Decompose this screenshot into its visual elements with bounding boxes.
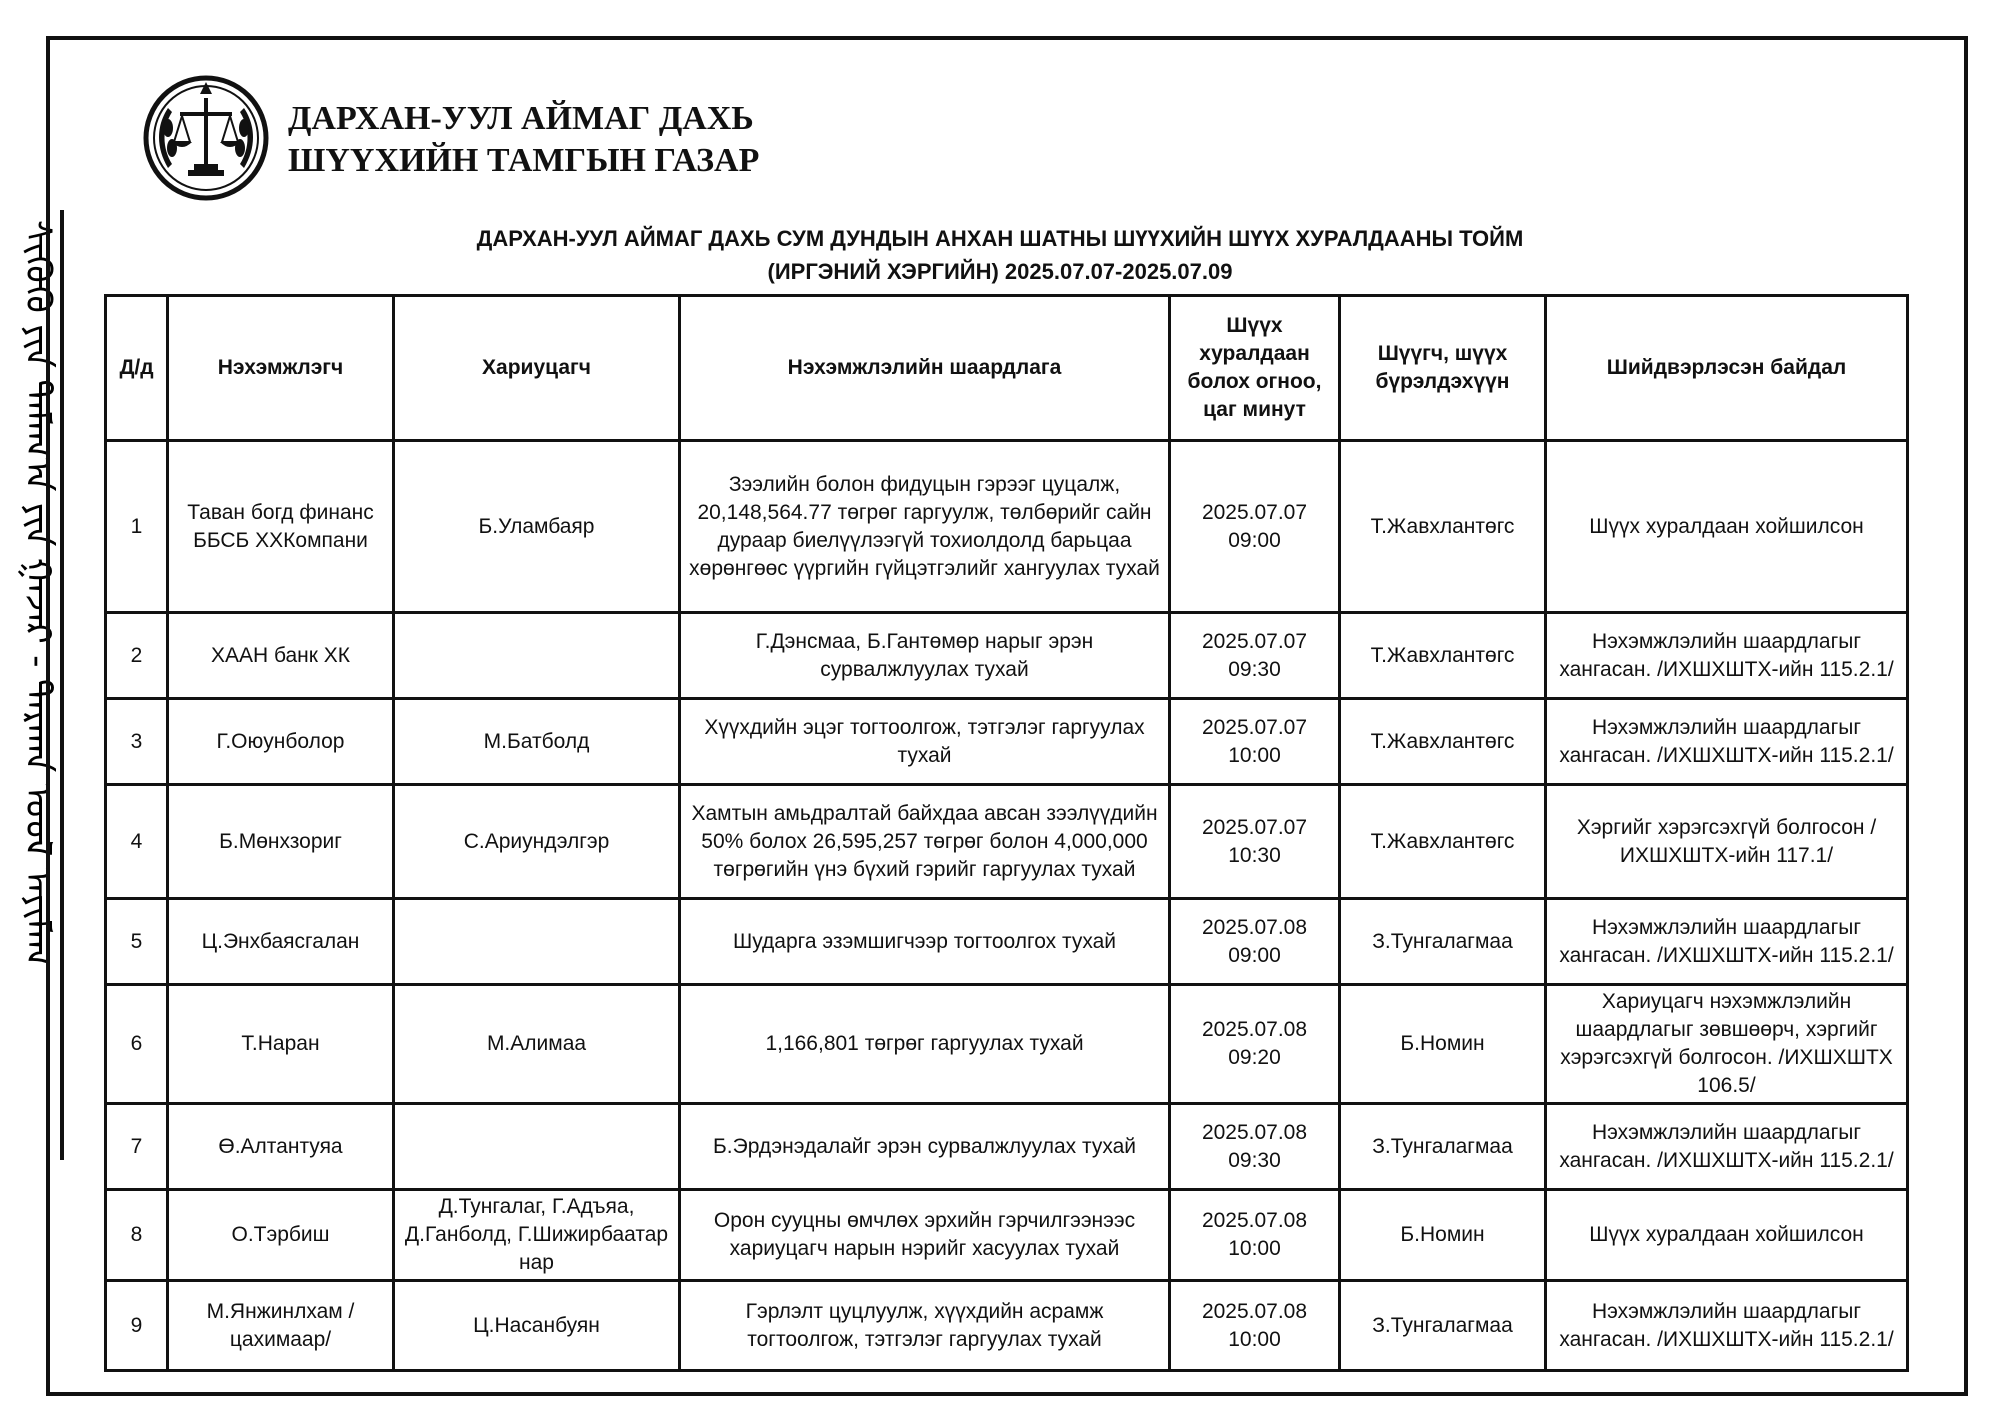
cell-datetime bbox=[1170, 1104, 1340, 1190]
table-row bbox=[106, 1190, 1908, 1281]
table-row bbox=[106, 699, 1908, 785]
table-row bbox=[106, 785, 1908, 899]
cell-datetime bbox=[1170, 785, 1340, 899]
table-header-row bbox=[106, 296, 1908, 441]
table-row bbox=[106, 613, 1908, 699]
cell-datetime bbox=[1170, 699, 1340, 785]
cell-decision: Хариуцагч нэхэмжлэлийн шаардлагыг зөвшөөрч, хэргийг хэрэгсэхгүй болгосон. /ИХШХШТХ 106.5/ bbox=[1546, 985, 1908, 1104]
cell-num: 1 bbox=[106, 441, 168, 613]
cell-defendant: С.Ариундэлгэр bbox=[394, 785, 680, 899]
cell-plaintiff: ХААН банк ХК bbox=[168, 613, 394, 699]
cell-judge: Б.Номин bbox=[1340, 1190, 1546, 1281]
cell-plaintiff: Ө.Алтантуяа bbox=[168, 1104, 394, 1190]
cell-defendant bbox=[394, 1104, 680, 1190]
cell-claim: Гэрлэлт цуцлуулж, хүүхдийн асрамж тогтоолгож, тэтгэлэг гаргуулах тухай bbox=[680, 1281, 1170, 1371]
header-claim: Нэхэмжлэлийн шаардлага bbox=[680, 296, 1170, 441]
court-emblem-icon bbox=[138, 68, 274, 204]
cell-plaintiff: М.Янжинлхам /цахимаар/ bbox=[168, 1281, 394, 1371]
cell-plaintiff: Т.Наран bbox=[168, 985, 394, 1104]
hearing-time: 10:30 bbox=[1228, 843, 1281, 867]
hearing-date: 2025.07.07 bbox=[1201, 500, 1308, 524]
header-judge: Шүүгч, шүүх бүрэлдэхүүн bbox=[1340, 296, 1546, 441]
cell-num: 4 bbox=[106, 785, 168, 899]
cell-decision: Нэхэмжлэлийн шаардлагыг хангасан. /ИХШХШТХ-ийн 115.2.1/ bbox=[1546, 613, 1908, 699]
cell-num: 8 bbox=[106, 1190, 168, 1281]
court-office-name bbox=[288, 98, 759, 182]
hearing-time: 09:20 bbox=[1228, 1046, 1281, 1069]
cell-claim: Хамтын амьдралтай байхдаа авсан зээлүүдийн 50% болох 26,595,257 төгрөг болон 4,000,000 төгрөгийн үнэ бүхий гэрийг гаргуулах тухай bbox=[680, 785, 1170, 899]
cell-datetime bbox=[1170, 613, 1340, 699]
org-name-line-2: ШҮҮХИЙН ТАМГЫН ГАЗАР bbox=[288, 142, 760, 179]
hearing-date: 2025.07.07 bbox=[1201, 629, 1308, 653]
cell-datetime bbox=[1170, 1281, 1340, 1371]
hearing-time: 10:00 bbox=[1228, 1327, 1281, 1351]
cell-decision: Нэхэмжлэлийн шаардлагыг хангасан. /ИХШХШТХ-ийн 115.2.1/ bbox=[1546, 699, 1908, 785]
cell-plaintiff: О.Тэрбиш bbox=[168, 1190, 394, 1281]
cell-judge: З.Тунгалагмаа bbox=[1340, 1104, 1546, 1190]
cell-datetime bbox=[1170, 441, 1340, 613]
hearing-date: 2025.07.08 bbox=[1201, 1299, 1308, 1323]
cell-claim: Зээлийн болон фидуцын гэрээг цуцалж, 20,148,564.77 төгрөг гаргуулж, төлбөрийг сайн дураар биелүүлээгүй тохиолдолд барьцаа хөрөнгөөс үүргийн гүйцэтгэлийг хангуулах тухай bbox=[680, 441, 1170, 613]
cell-judge: Т.Жавхлантөгс bbox=[1340, 785, 1546, 899]
cell-defendant: Ц.Насанбуян bbox=[394, 1281, 680, 1371]
cell-decision: Шүүх хуралдаан хойшилсон bbox=[1546, 1190, 1908, 1281]
cell-plaintiff: Г.Оюунболор bbox=[168, 699, 394, 785]
table-row bbox=[106, 1104, 1908, 1190]
hearing-schedule-table bbox=[104, 294, 1909, 1372]
cell-judge: З.Тунгалагмаа bbox=[1340, 1281, 1546, 1371]
cell-claim: Г.Дэнсмаа, Б.Гантөмөр нарыг эрэн сурвалжлуулах тухай bbox=[680, 613, 1170, 699]
cell-datetime bbox=[1170, 899, 1340, 985]
cell-num: 3 bbox=[106, 699, 168, 785]
cell-defendant: М.Алимаа bbox=[394, 985, 680, 1104]
cell-judge: З.Тунгалагмаа bbox=[1340, 899, 1546, 985]
cell-num: 9 bbox=[106, 1281, 168, 1371]
document-title bbox=[110, 222, 1890, 288]
cell-plaintiff: Ц.Энхбаясгалан bbox=[168, 899, 394, 985]
cell-decision: Нэхэмжлэлийн шаардлагыг хангасан. /ИХШХШТХ-ийн 115.2.1/ bbox=[1546, 1281, 1908, 1371]
table-row bbox=[106, 985, 1908, 1104]
hearing-date: 2025.07.08 bbox=[1201, 915, 1308, 939]
side-mongol-script-text: ᠰᠢᠭᠦᠬᠦ ᠶᠢᠨ ᠲᠠᠮᠠᠭ᠎ᠠ ᠶᠢᠨ ᠭᠠᠵᠠᠷ - ᠳᠠᠷᠬᠠᠨ ᠤᠤᠯ ᠠᠶᠢᠮᠠᠭ bbox=[17, 220, 58, 967]
hearing-time: 10:00 bbox=[1228, 743, 1281, 767]
table-row bbox=[106, 1281, 1908, 1371]
hearing-date: 2025.07.07 bbox=[1201, 715, 1308, 739]
cell-decision: Хэргийг хэрэгсэхгүй болгосон /ИХШХШТХ-ийн 117.1/ bbox=[1546, 785, 1908, 899]
document-title-line-1: ДАРХАН-УУЛ АЙМАГ ДАХЬ СУМ ДУНДЫН АНХАН ШАТНЫ ШҮҮХИЙН ШҮҮХ ХУРАЛДААНЫ ТОЙМ bbox=[476, 226, 1524, 251]
cell-claim: Хүүхдийн эцэг тогтоолгож, тэтгэлэг гаргуулах тухай bbox=[680, 699, 1170, 785]
hearing-time: 10:00 bbox=[1228, 1237, 1281, 1260]
cell-decision: Шүүх хуралдаан хойшилсон bbox=[1546, 441, 1908, 613]
cell-plaintiff: Б.Мөнхзориг bbox=[168, 785, 394, 899]
cell-claim: Шударга эзэмшигчээр тогтоолгох тухай bbox=[680, 899, 1170, 985]
cell-claim: 1,166,801 төгрөг гаргуулах тухай bbox=[680, 985, 1170, 1104]
header-decision: Шийдвэрлэсэн байдал bbox=[1546, 296, 1908, 441]
cell-defendant: Б.Уламбаяр bbox=[394, 441, 680, 613]
table-row bbox=[106, 899, 1908, 985]
hearing-time: 09:00 bbox=[1228, 528, 1281, 552]
cell-num: 6 bbox=[106, 985, 168, 1104]
hearing-time: 09:00 bbox=[1228, 943, 1281, 967]
cell-datetime bbox=[1170, 985, 1340, 1104]
hearing-time: 09:30 bbox=[1228, 1148, 1281, 1172]
cell-defendant bbox=[394, 613, 680, 699]
cell-defendant: М.Батболд bbox=[394, 699, 680, 785]
cell-judge: Т.Жавхлантөгс bbox=[1340, 699, 1546, 785]
cell-decision: Нэхэмжлэлийн шаардлагыг хангасан. /ИХШХШТХ-ийн 115.2.1/ bbox=[1546, 1104, 1908, 1190]
cell-claim: Б.Эрдэнэдалайг эрэн сурвалжлуулах тухай bbox=[680, 1104, 1170, 1190]
cell-defendant: Д.Тунгалаг, Г.Адъяа, Д.Ганболд, Г.Шижирбаатар нар bbox=[394, 1190, 680, 1281]
cell-defendant bbox=[394, 899, 680, 985]
hearing-date: 2025.07.08 bbox=[1201, 1018, 1308, 1041]
header-defendant: Хариуцагч bbox=[394, 296, 680, 441]
hearing-time: 09:30 bbox=[1228, 657, 1281, 681]
cell-num: 7 bbox=[106, 1104, 168, 1190]
cell-judge: Т.Жавхлантөгс bbox=[1340, 613, 1546, 699]
org-name-line-1: ДАРХАН-УУЛ АЙМАГ ДАХЬ bbox=[288, 100, 754, 137]
header-num: Д/д bbox=[106, 296, 168, 441]
cell-judge: Б.Номин bbox=[1340, 985, 1546, 1104]
hearing-date: 2025.07.07 bbox=[1201, 815, 1308, 839]
cell-num: 2 bbox=[106, 613, 168, 699]
document-title-line-2: (ИРГЭНИЙ ХЭРГИЙН) 2025.07.07-2025.07.09 bbox=[767, 259, 1233, 284]
cell-judge: Т.Жавхлантөгс bbox=[1340, 441, 1546, 613]
header-plaintiff: Нэхэмжлэгч bbox=[168, 296, 394, 441]
cell-plaintiff: Таван богд финанс ББСБ ХХКомпани bbox=[168, 441, 394, 613]
hearing-date: 2025.07.08 bbox=[1201, 1120, 1308, 1144]
cell-decision: Нэхэмжлэлийн шаардлагыг хангасан. /ИХШХШТХ-ийн 115.2.1/ bbox=[1546, 899, 1908, 985]
cell-datetime bbox=[1170, 1190, 1340, 1281]
cell-claim: Орон сууцны өмчлөх эрхийн гэрчилгээнээс хариуцагч нарын нэрийг хасуулах тухай bbox=[680, 1190, 1170, 1281]
header-datetime: Шүүх хуралдаан болох огноо, цаг минут bbox=[1170, 296, 1340, 441]
table-row bbox=[106, 441, 1908, 613]
cell-num: 5 bbox=[106, 899, 168, 985]
hearing-date: 2025.07.08 bbox=[1201, 1209, 1308, 1232]
